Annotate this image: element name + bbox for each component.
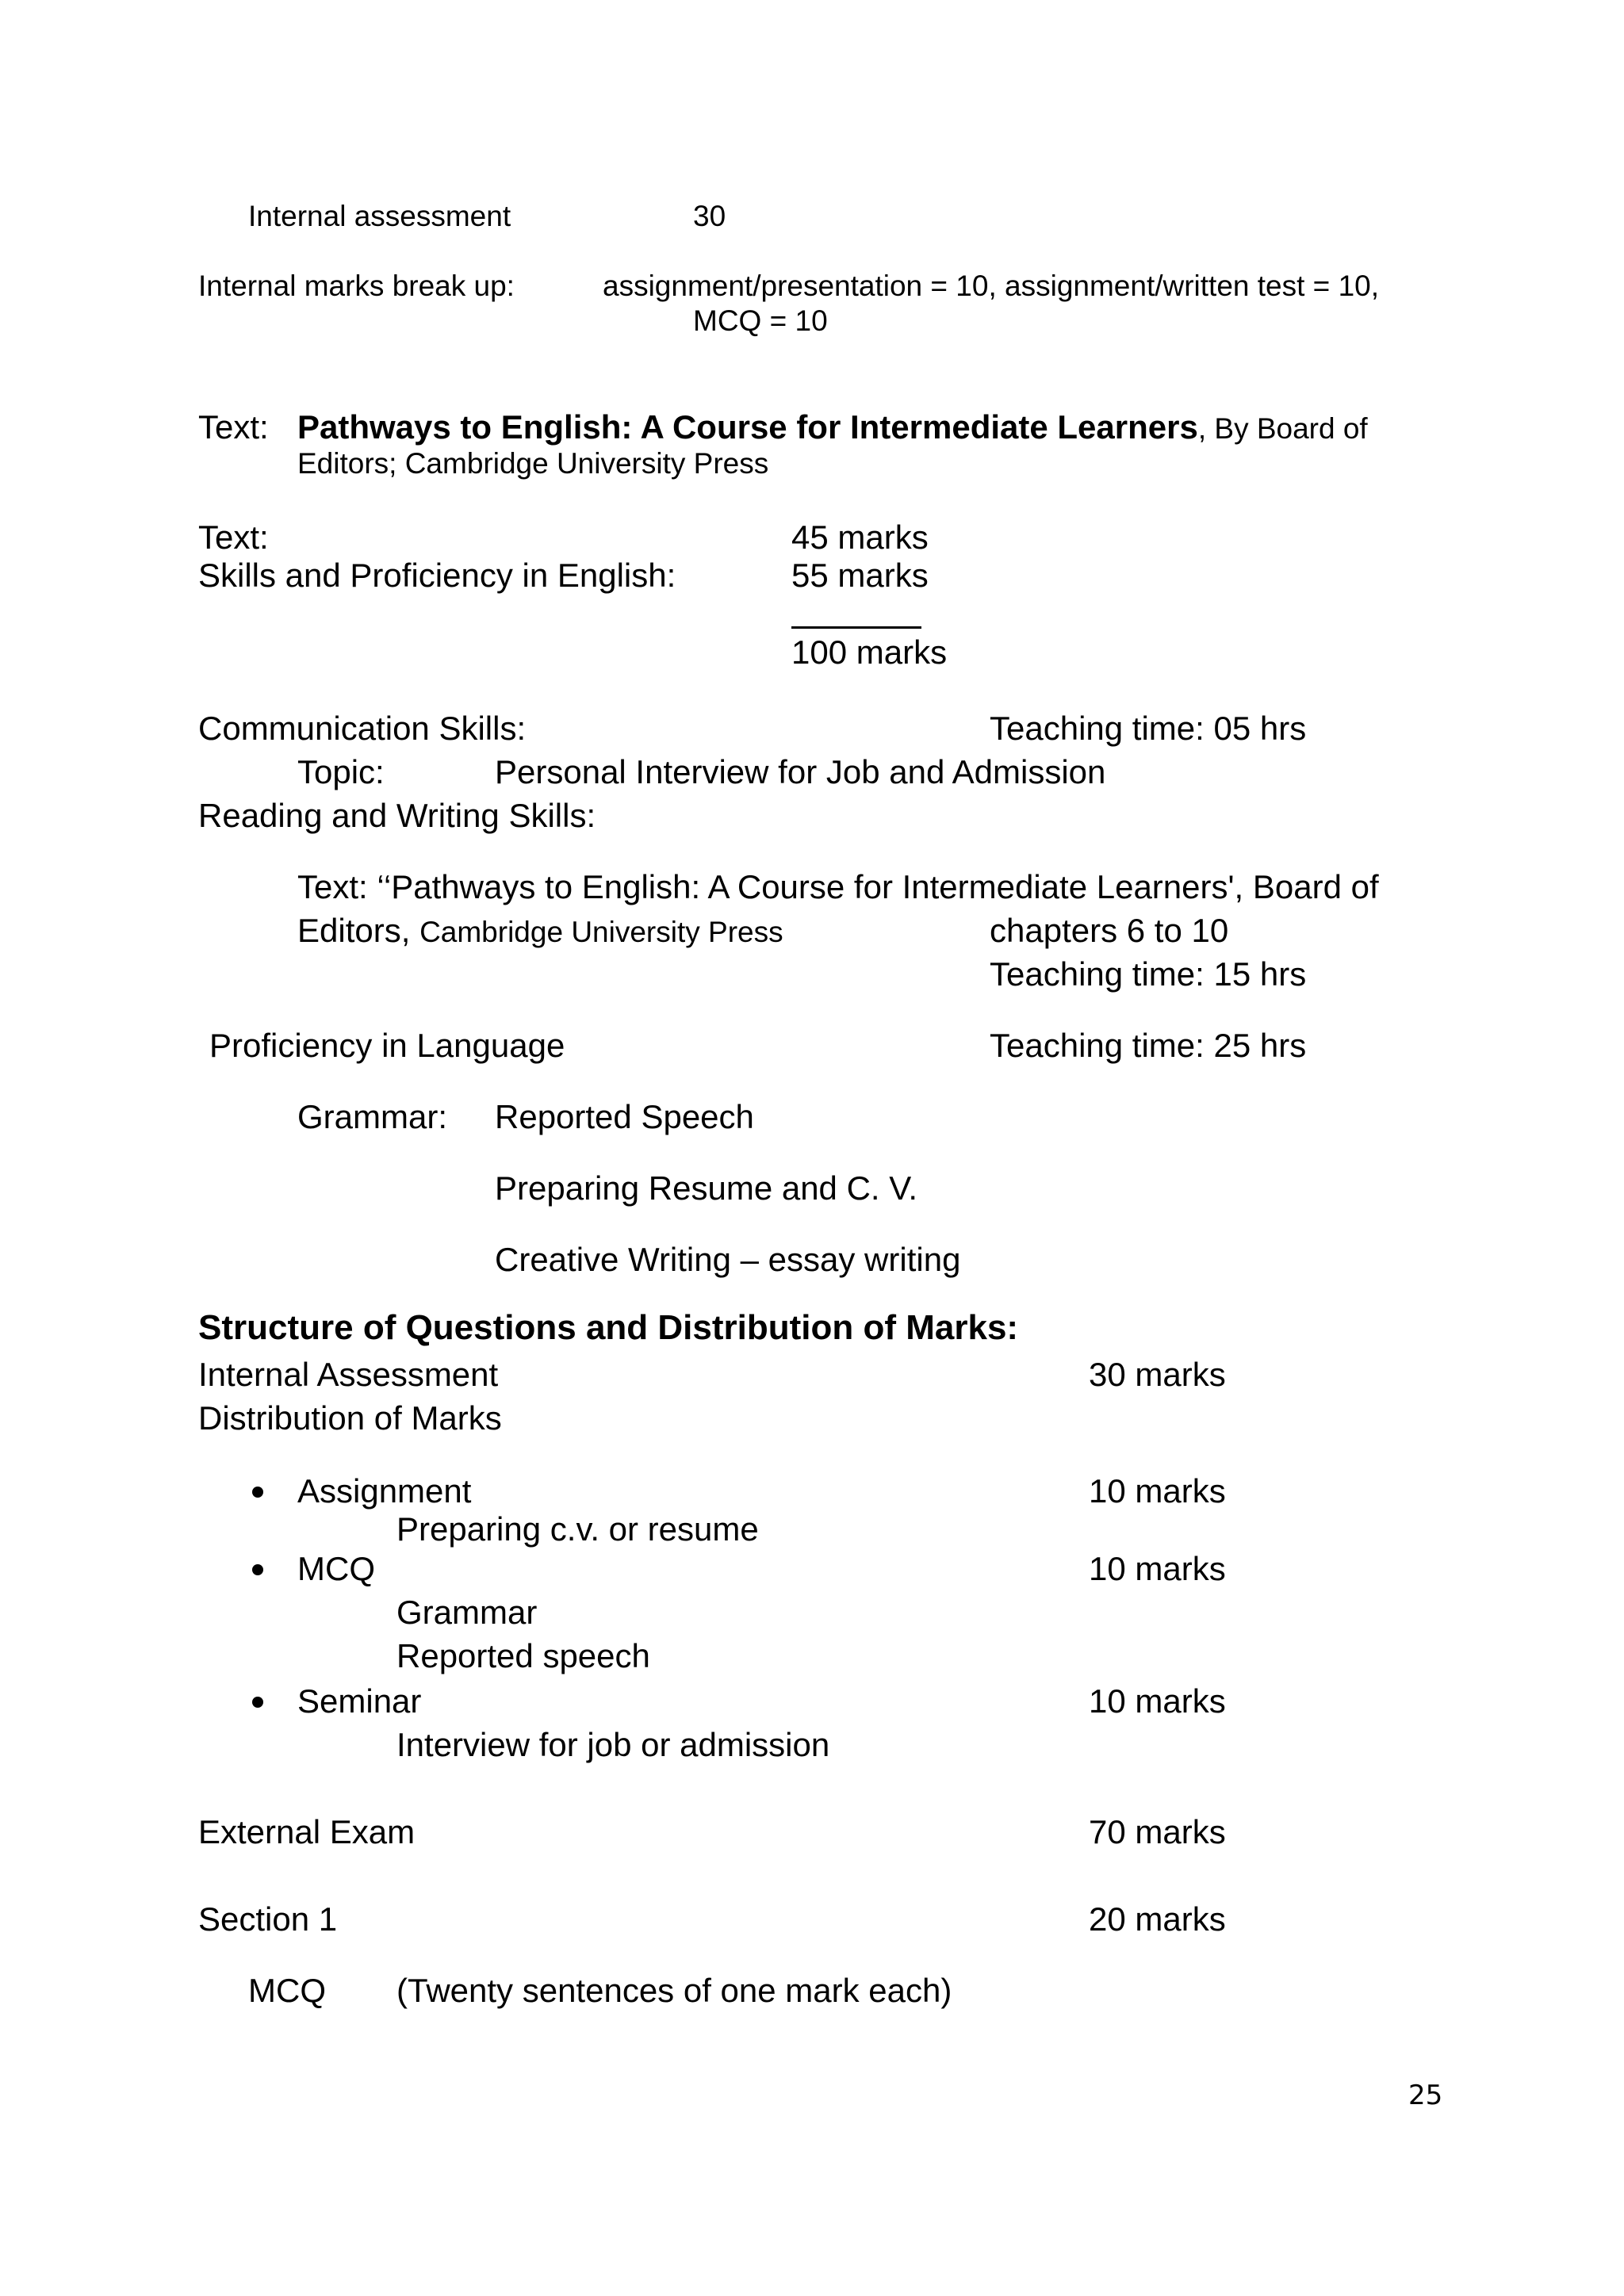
mcq-description: (Twenty sentences of one mark each) xyxy=(396,1972,952,2009)
reading-text-line-2 xyxy=(297,914,783,947)
grammar-item: Preparing Resume and C. V. xyxy=(495,1169,918,1207)
proficiency-time: Teaching time: 25 hrs xyxy=(990,1027,1307,1064)
textbook-label: Text: xyxy=(198,408,269,446)
communication-time: Teaching time: 05 hrs xyxy=(990,710,1307,747)
reading-chapters: chapters 6 to 10 xyxy=(990,912,1229,949)
internal-assessment-marks: 30 marks xyxy=(1089,1356,1226,1393)
summary-total: 100 marks xyxy=(791,633,948,671)
textbook-line-2: Editors; Cambridge University Press xyxy=(297,447,769,480)
grammar-item: Reported Speech xyxy=(495,1098,754,1135)
total-underline xyxy=(791,626,921,629)
bullet-marker xyxy=(252,1487,263,1498)
proficiency-label: Proficiency in Language xyxy=(209,1027,565,1064)
summary-skills-label: Skills and Proficiency in English: xyxy=(198,557,676,594)
reading-writing-label: Reading and Writing Skills: xyxy=(198,797,596,834)
summary-text-value: 45 marks xyxy=(791,519,929,556)
topic-label: Topic: xyxy=(297,753,385,790)
breakup-line-2: MCQ = 10 xyxy=(693,304,828,337)
textbook-title-line xyxy=(297,408,1368,446)
internal-assessment-label: Internal assessment xyxy=(248,200,511,232)
reading-publisher: Cambridge University Press xyxy=(419,916,783,948)
structure-heading: Structure of Questions and Distribution of Marks: xyxy=(198,1308,1019,1347)
distribution-label: Distribution of Marks xyxy=(198,1399,502,1437)
bullet-sub-item: Preparing c.v. or resume xyxy=(396,1510,759,1548)
section-1-marks: 20 marks xyxy=(1089,1900,1226,1938)
mcq-label: MCQ xyxy=(248,1972,326,2009)
communication-label: Communication Skills: xyxy=(198,710,527,747)
bullet-sub-item: Reported speech xyxy=(396,1637,650,1674)
bullet-marker xyxy=(252,1697,263,1708)
breakup-line-1: assignment/presentation = 10, assignment/written test = 10, xyxy=(603,270,1380,302)
external-exam-marks: 70 marks xyxy=(1089,1813,1226,1850)
grammar-label: Grammar: xyxy=(297,1098,447,1135)
textbook-title: Pathways to English: A Course for Intermediate Learners xyxy=(297,408,1198,446)
external-exam-label: External Exam xyxy=(198,1813,416,1850)
bullet-value-mcq: 10 marks xyxy=(1089,1550,1226,1587)
bullet-label-mcq: MCQ xyxy=(297,1550,375,1587)
summary-skills-value: 55 marks xyxy=(791,557,929,594)
grammar-item: Creative Writing – essay writing xyxy=(495,1241,961,1278)
bullet-label-seminar: Seminar xyxy=(297,1682,422,1720)
bullet-sub-item: Interview for job or admission xyxy=(396,1726,830,1763)
reading-editors: Editors, xyxy=(297,912,420,949)
bullet-value-assignment: 10 marks xyxy=(1089,1472,1226,1510)
reading-text-line-1: Text: ‘‘Pathways to English: A Course for Intermediate Learners', Board of xyxy=(297,868,1379,905)
breakup-label: Internal marks break up: xyxy=(198,270,515,302)
topic-value: Personal Interview for Job and Admission xyxy=(495,753,1106,790)
reading-time: Teaching time: 15 hrs xyxy=(990,955,1307,993)
summary-text-label: Text: xyxy=(198,519,269,556)
internal-assessment-heading: Internal Assessment xyxy=(198,1356,499,1393)
bullet-label-assignment: Assignment xyxy=(297,1472,472,1510)
bullet-value-seminar: 10 marks xyxy=(1089,1682,1226,1720)
bullet-sub-item: Grammar xyxy=(396,1594,538,1631)
page-number: 25 xyxy=(1408,2080,1443,2111)
section-1-label: Section 1 xyxy=(198,1900,338,1938)
bullet-marker xyxy=(252,1564,263,1575)
textbook-publisher-part: , By Board of xyxy=(1197,412,1368,445)
internal-assessment-value: 30 xyxy=(693,200,726,232)
